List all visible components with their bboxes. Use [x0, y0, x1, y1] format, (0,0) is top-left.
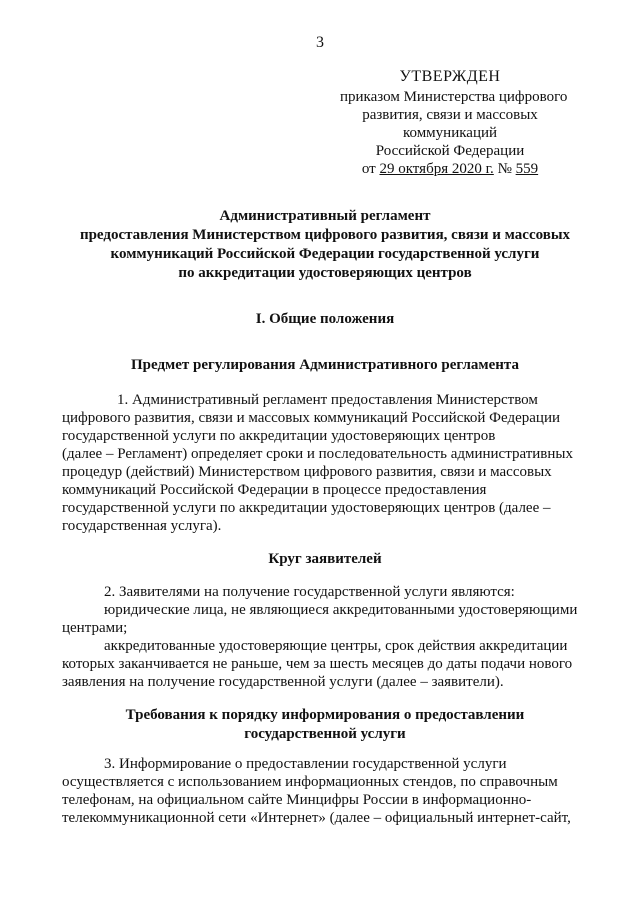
number-prefix: №: [493, 161, 516, 177]
page-number: 3: [316, 34, 324, 51]
approval-number: 559: [515, 161, 539, 177]
text-line: осуществляется с использованием информационных стендов, по справочным: [62, 774, 558, 790]
section-heading: I. Общие положения: [255, 311, 395, 327]
approval-title: УТВЕРЖДЕН: [399, 68, 501, 85]
heading-line: государственной услуги: [244, 726, 406, 742]
title-line: предоставления Министерством цифрового развития, связи и массовых: [79, 227, 571, 243]
paragraph-1: [62, 392, 594, 542]
subsection-heading: [40, 706, 610, 744]
text-line: цифрового развития, связи и массовых коммуникаций Российской Федерации: [62, 410, 560, 426]
text-line: (далее – Регламент) определяет сроки и последовательность административных: [62, 446, 573, 462]
date-prefix: от: [361, 161, 380, 177]
text-line: 3. Информирование о предоставлении государственной услуги: [104, 756, 507, 772]
subsection-heading: Круг заявителей: [268, 551, 382, 567]
approval-line: коммуникаций: [402, 125, 498, 141]
paragraph-3: [62, 756, 594, 836]
approval-line: Российской Федерации: [375, 143, 525, 159]
text-line: 2. Заявителями на получение государственной услуги являются:: [104, 584, 515, 600]
text-line: телекоммуникационной сети «Интернет» (далее – официальный интернет-сайт,: [62, 810, 571, 826]
text-line: аккредитованные удостоверяющие центры, срок действия аккредитации: [104, 638, 568, 654]
title-line: Административный регламент: [219, 208, 431, 224]
title-line: коммуникаций Российской Федерации государственной услуги: [110, 246, 540, 262]
approval-date-line: [340, 160, 560, 178]
approval-date: 29 октября 2020 г.: [379, 161, 494, 177]
text-line: заявления на получение государственной услуги (далее – заявители).: [62, 674, 504, 690]
text-line: коммуникаций Российской Федерации в процессе предоставления: [62, 482, 487, 498]
text-line: государственной услуги по аккредитации удостоверяющих центров: [62, 428, 496, 444]
approval-line: развития, связи и массовых: [362, 107, 538, 123]
text-line: телефонам, на официальном сайте Минцифры России в информационно-: [62, 792, 532, 808]
title-line: по аккредитации удостоверяющих центров: [178, 265, 472, 281]
subsection-heading: Предмет регулирования Административного регламента: [131, 357, 519, 373]
document-title: [40, 207, 610, 283]
text-line: центрами;: [62, 620, 128, 636]
paragraph-2: [62, 584, 594, 694]
heading-line: Требования к порядку информирования о предоставлении: [125, 707, 525, 723]
approval-line: приказом Министерства цифрового: [340, 89, 568, 105]
approval-stamp: [340, 68, 568, 178]
text-line: юридические лица, не являющиеся аккредитованными удостоверяющими: [104, 602, 578, 618]
text-line: 1. Административный регламент предоставления Министерством: [117, 392, 538, 408]
text-line: государственной услуги по аккредитации удостоверяющих центров (далее –: [62, 500, 551, 516]
text-line: государственная услуга).: [62, 518, 222, 534]
text-line: которых заканчивается не раньше, чем за шесть месяцев до даты подачи нового: [62, 656, 573, 672]
text-line: процедур (действий) Министерством цифрового развития, связи и массовых: [62, 464, 552, 480]
